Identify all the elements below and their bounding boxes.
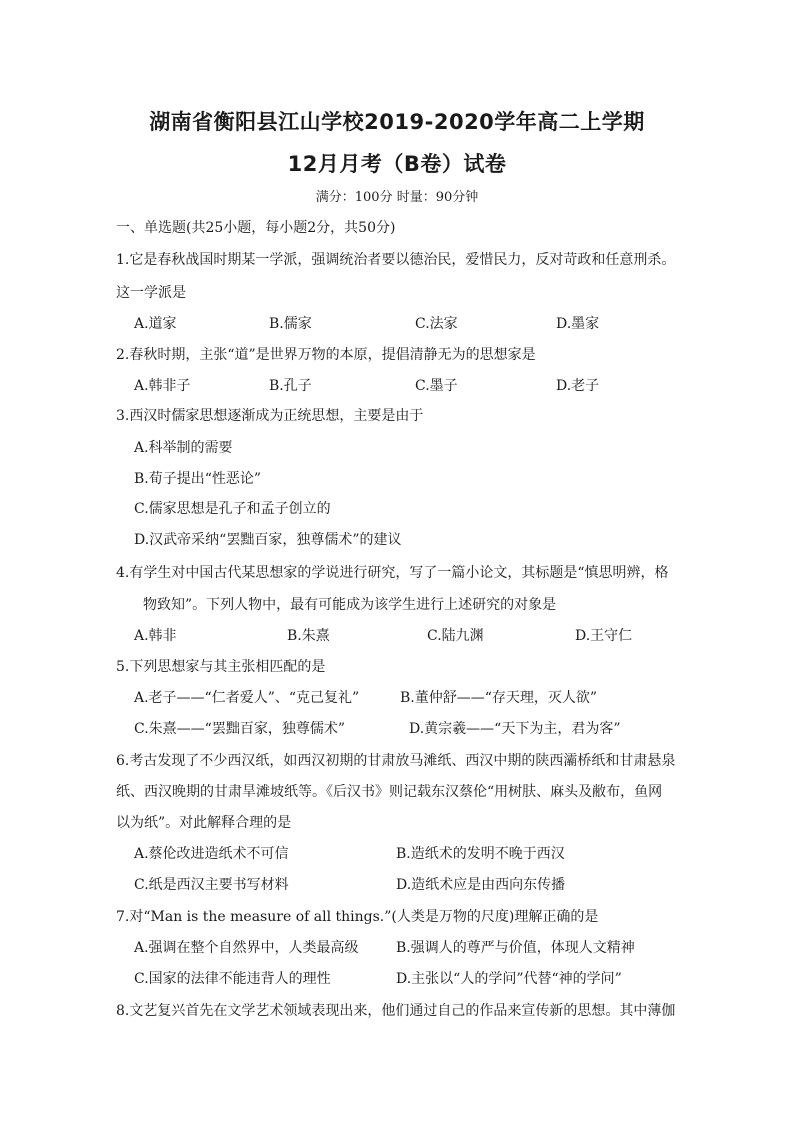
q1-stem-line1: 1.它是春秋战国时期某一学派，强调统治者要以德治民，爱惜民力，反对苛政和任意刑杀。 — [116, 252, 676, 268]
q5-option-c: C.朱熹——“罢黜百家，独尊儒术” — [134, 721, 345, 737]
q1-option-c: C.法家 — [415, 316, 458, 332]
q7-option-a: A.强调在整个自然界中，人类最高级 — [134, 940, 359, 956]
q7-option-c: C.国家的法律不能违背人的理性 — [134, 971, 331, 987]
q7-option-b: B.强调人的尊严与价值，体现人文精神 — [396, 940, 635, 956]
q2-option-d: D.老子 — [556, 378, 600, 394]
q2-option-a: A.韩非子 — [134, 378, 191, 394]
q7-stem: 7.对“Man is the measure of all things.”(人类是万物的尺度)理解正确的是 — [116, 909, 599, 925]
q6-option-a: A.蔡伦改进造纸术不可信 — [134, 846, 289, 862]
q6-stem-line2: 纸、西汉晚期的甘肃旱滩坡纸等。《后汉书》则记载东汉蔡伦“用树肤、麻头及敝布，鱼网 — [116, 784, 663, 800]
q4-option-a: A.韩非 — [134, 628, 177, 644]
q1-option-b: B.儒家 — [269, 316, 312, 332]
q1-stem-line2: 这一学派是 — [116, 285, 186, 301]
q8-stem-line1: 8.文艺复兴首先在文学艺术领域表现出来，他们通过自己的作品来宣传新的思想。其中薄伽 — [116, 1003, 676, 1019]
q6-stem-line3: 以为纸”。对此解释合理的是 — [116, 815, 292, 831]
q4-stem-line1: 4.有学生对中国古代某思想家的学说进行研究，写了一篇小论文，其标题是“慎思明辨，格 — [116, 565, 669, 581]
q2-option-c: C.墨子 — [415, 378, 458, 394]
exam-title-line1: 湖南省衡阳县江山学校2019-2020学年高二上学期 — [149, 110, 645, 134]
exam-title-line2: 12月月考（B卷）试卷 — [287, 152, 507, 176]
q3-stem: 3.西汉时儒家思想逐渐成为正统思想，主要是由于 — [116, 408, 424, 424]
q2-stem: 2.春秋时期，主张“道”是世界万物的本原，提倡清静无为的思想家是 — [116, 347, 536, 363]
q2-option-b: B.孔子 — [269, 378, 312, 394]
q5-stem: 5.下列思想家与其主张相匹配的是 — [116, 659, 326, 675]
q1-option-d: D.墨家 — [556, 316, 600, 332]
q4-stem-line2: 物致知”。下列人物中，最有可能成为该学生进行上述研究的对象是 — [143, 597, 557, 613]
q4-option-c: C.陆九渊 — [427, 628, 484, 644]
q5-option-b: B.董仲舒——“存天理，灭人欲” — [400, 690, 598, 706]
q3-option-b: B.荀子提出“性恶论” — [134, 471, 262, 487]
exam-info: 满分：100分 时量：90分钟 — [315, 190, 479, 205]
q4-option-b: B.朱熹 — [287, 628, 330, 644]
q5-option-a: A.老子——“仁者爱人”、“克己复礼” — [134, 690, 360, 706]
q6-stem-line1: 6.考古发现了不少西汉纸，如西汉初期的甘肃放马滩纸、西汉中期的陕西灞桥纸和甘肃悬泉 — [116, 753, 676, 769]
q3-option-d: D.汉武帝采纳“罢黜百家，独尊儒术”的建议 — [134, 532, 402, 548]
q5-option-d: D.黄宗羲——“天下为主，君为客” — [409, 721, 621, 737]
q7-option-d: D.主张以“人的学问”代替“神的学问” — [396, 971, 622, 987]
q3-option-c: C.儒家思想是孔子和孟子创立的 — [134, 501, 331, 517]
q4-option-d: D.王守仁 — [575, 628, 633, 644]
q3-option-a: A.科举制的需要 — [134, 440, 233, 456]
q1-option-a: A.道家 — [134, 316, 177, 332]
q6-option-b: B.造纸术的发明不晚于西汉 — [396, 846, 565, 862]
section-heading: 一、单选题(共25小题，每小题2分，共50分) — [116, 220, 396, 236]
q6-option-c: C.纸是西汉主要书写材料 — [134, 877, 289, 893]
q6-option-d: D.造纸术应是由西向东传播 — [396, 877, 566, 893]
